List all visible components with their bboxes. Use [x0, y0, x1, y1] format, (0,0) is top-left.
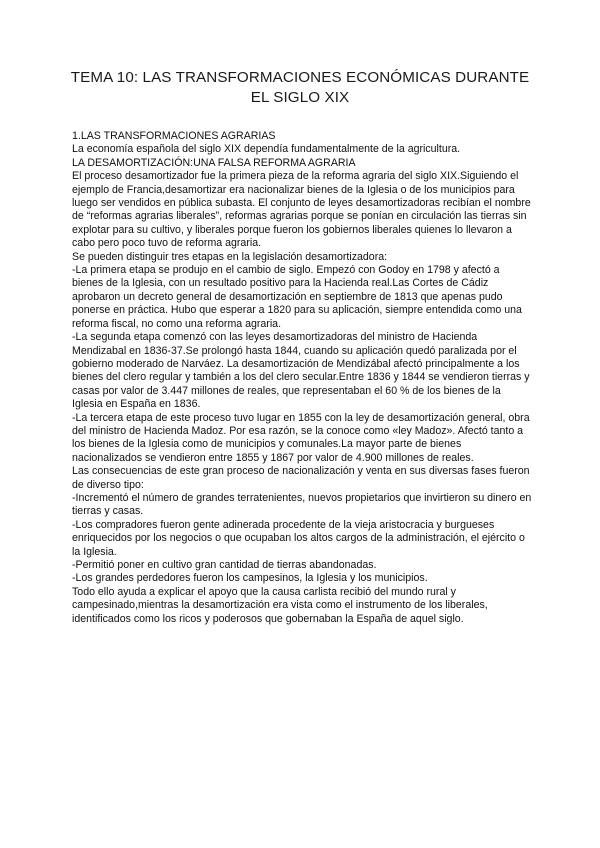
paragraph: Todo ello ayuda a explicar el apoyo que la causa carlista recibió del mundo rural y campesinado,mientras la desamortización era vista como el instrumento de los liberales, identificados como los ricos y poderosos que gobernaban la España de aquel siglo.: [72, 585, 488, 625]
list-item: -Incrementó el número de grandes terratenientes, nuevos propietarios que invirtieron su dinero en tierras y casas.: [72, 491, 532, 518]
subsection-heading: LA DESAMORTIZACIÓN:UNA FALSA REFORMA AGRARIA: [72, 156, 356, 169]
title-line-1: TEMA 10: LAS TRANSFORMACIONES ECONÓMICAS DURANTE: [70, 69, 530, 86]
section-heading: 1.LAS TRANSFORMACIONES AGRARIAS: [72, 130, 276, 142]
list-item: -La primera etapa se produjo en el cambio de siglo. Empezó con Godoy en 1798 y afectó a bienes de la Iglesia, con un resultado positivo para la Hacienda real.Las Cortes de Cádiz aprobaron un decreto general de desamortización en septiembre de 1813 que apenas pudo ponerse en práctica. Hubo que esperar a 1820 para su aplicación, siempre entendida como una reforma fiscal, no como una reforma agraria.: [72, 264, 522, 330]
list-item: -Permitió poner en cultivo gran cantidad de tierras abandonadas.: [72, 559, 377, 571]
list-item: -La tercera etapa de este proceso tuvo lugar en 1855 con la ley de desamortización general, obra del ministro de Hacienda Madoz. Por esa razón, se la conoce como «ley Madoz». Afectó tanto a los bienes de la Iglesia como de municipios y comunales.La mayor parte de bienes nacionalizados se vendieron entre 1855 y 1867 por valor de 4.900 millones de reales.: [72, 411, 530, 464]
list-item: -La segunda etapa comenzó con las leyes desamortizadoras del ministro de Hacienda Mendizabal en 1836-37.Se prolongó hasta 1844, cuando su aplicación quedó paralizada por el gobierno moderado de Narváez. La desamortización de Mendizábal afectó principalmente a los bienes del clero regular y también a los del clero secular.Entre 1836 y 1844 se vendieron tierras y casas por valor de 3.447 millones de reales, que representaban el 60 % de los bienes de la Iglesia en España en 1836.: [72, 331, 530, 411]
document-body: [72, 130, 532, 626]
list-item: -Los grandes perdedores fueron los campesinos, la Iglesia y los municipios.: [72, 572, 428, 585]
paragraph: Se pueden distinguir tres etapas en la legislación desamortizadora:: [72, 250, 388, 263]
paragraph: El proceso desamortizador fue la primera pieza de la reforma agraria del siglo XIX.Siguiendo el ejemplo de Francia,desamortizar era nacionalizar bienes de la Iglesia o de los municipios para luego ser vendidos en pública subasta. El conjunto de leyes desamortizadoras recibían el nombre de “reformas agrarias liberales”, reformas agrarias porque se ponían en circulación las tierras sin explotar para su cultivo, y liberales porque fueron los gobiernos liberales quienes lo llevaron a cabo pero poco tuvo de reforma agraria.: [72, 170, 531, 250]
list-item: -Los compradores fueron gente adinerada procedente de la vieja aristocracia y burgueses enriquecidos por los negocios o que ocupaban los altos cargos de la administración, el ejército o la Iglesia.: [72, 518, 525, 558]
title-line-2: EL SIGLO XIX: [250, 89, 350, 106]
paragraph: La economía española del siglo XIX dependía fundamentalmente de la agricultura.: [72, 143, 461, 156]
page-title: [40, 68, 560, 108]
paragraph: Las consecuencias de este gran proceso de nacionalización y venta en sus diversas fases fueron de diverso tipo:: [72, 465, 530, 491]
